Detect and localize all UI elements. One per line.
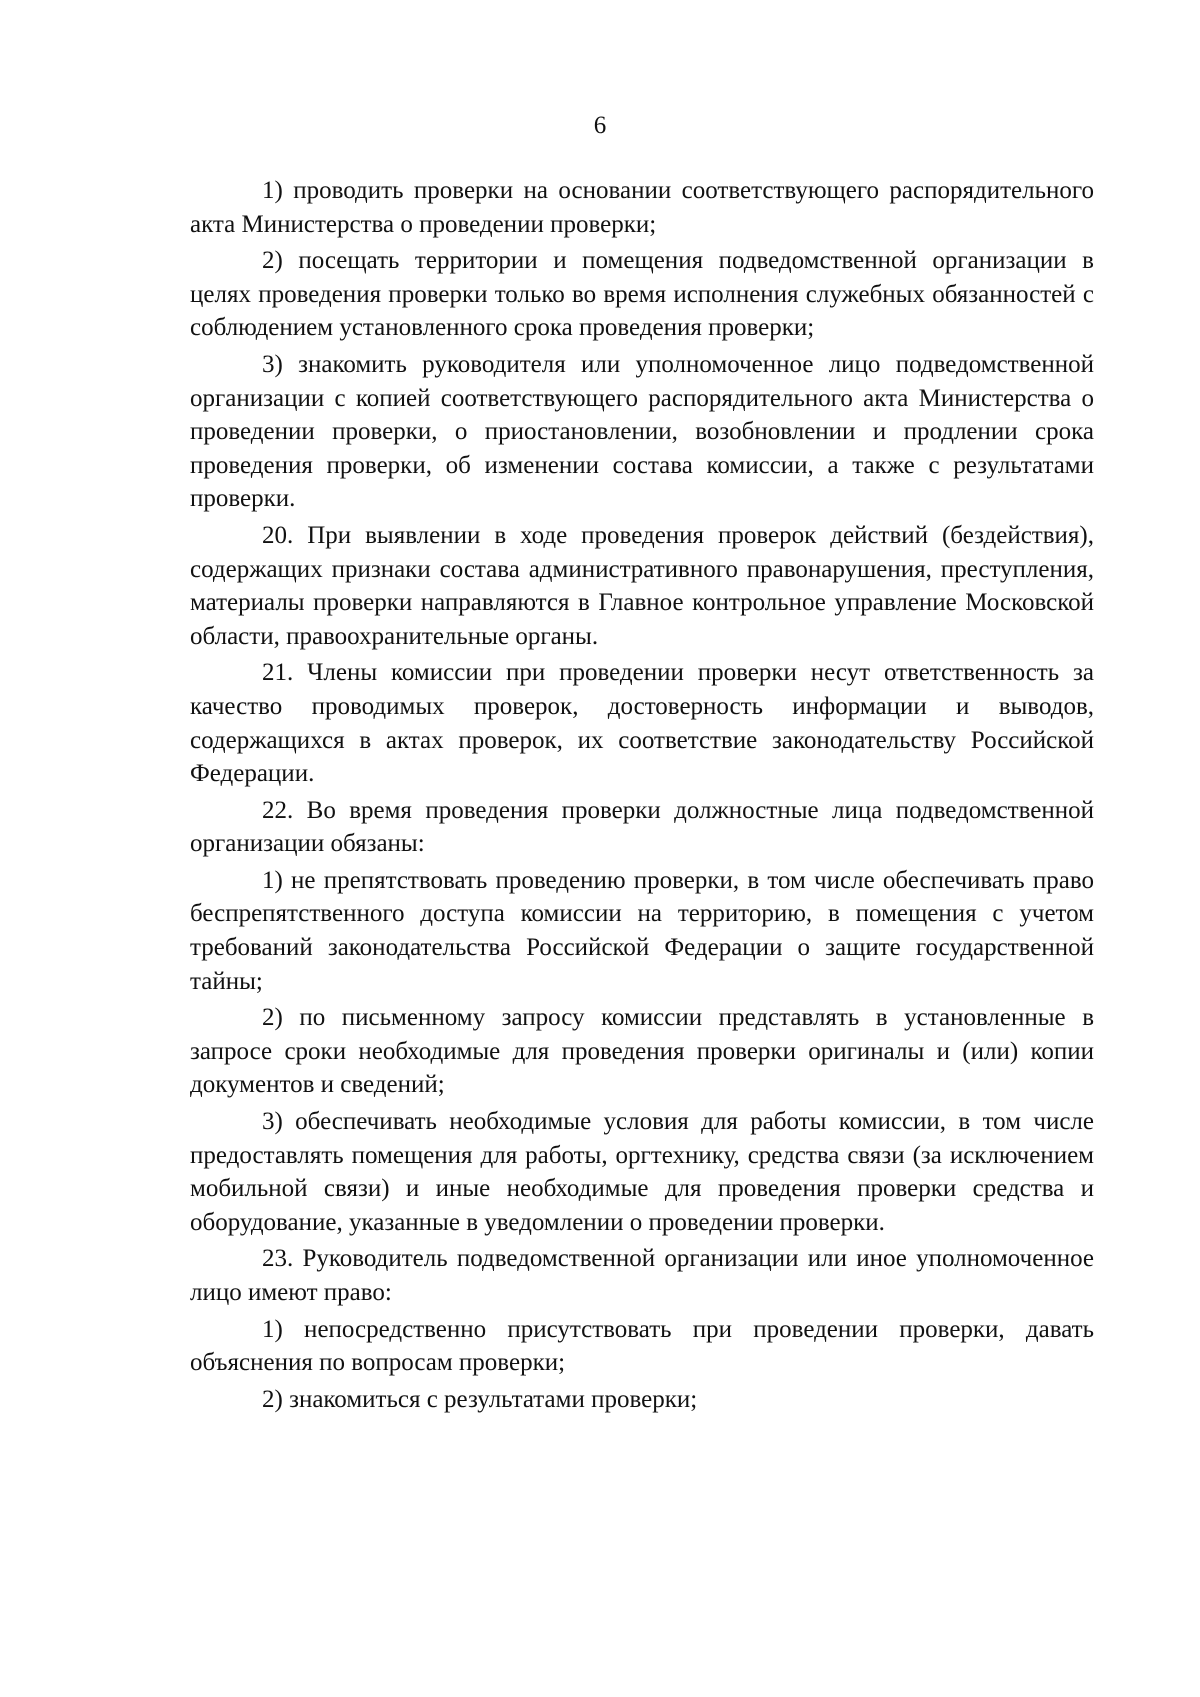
paragraph-3: 3) знакомить руководителя или уполномоченное лицо подведомственной организации с копией соответствующего распорядительного акта Министерства о проведении проверки, о приостановлении, возобновлении и продлении срока проведения проверки, об изменении состава комиссии, а также с результатами проверки. [190, 350, 1094, 513]
paragraph-2: 2) посещать территории и помещения подведомственной организации в целях проведения проверки только во время исполнения служебных обязанностей с соблюдением установленного срока проведения проверки; [190, 247, 1094, 342]
paragraph-20: 20. При выявлении в ходе проведения проверок действий (бездействия), содержащих признаки состава административного правонарушения, преступления, материалы проверки направляются в Главное контрольное управление Московской области, правоохранительные органы. [190, 521, 1094, 650]
paragraph-22-2: 2) по письменному запросу комиссии представлять в установленные в запросе сроки необходимые для проведения проверки оригиналы и (или) копии документов и сведений; [190, 1004, 1094, 1099]
paragraph-23: 23. Руководитель подведомственной организации или иное уполномоченное лицо имеют право: [190, 1245, 1094, 1306]
paragraph-21: 21. Члены комиссии при проведении проверки несут ответственность за качество проводимых проверок, достоверность информации и выводов, содержащихся в актах проверок, их соответствие законодательству Российской Федерации. [190, 659, 1094, 788]
page-number: 6 [593, 112, 607, 139]
paragraph-1: 1) проводить проверки на основании соответствующего распорядительного акта Министерства о проведении проверки; [190, 177, 1094, 238]
paragraph-22-3: 3) обеспечивать необходимые условия для работы комиссии, в том числе предоставлять помещения для работы, оргтехнику, средства связи (за исключением мобильной связи) и иные необходимые для проведения проверки средства и оборудование, указанные в уведомлении о проведении проверки. [190, 1108, 1094, 1236]
paragraph-23-1: 1) непосредственно присутствовать при проведении проверки, давать объяснения по вопросам проверки; [190, 1315, 1094, 1377]
document-body [190, 174, 1094, 1419]
paragraph-23-2: 2) знакомиться с результатами проверки; [262, 1385, 698, 1413]
paragraph-22-1: 1) не препятствовать проведению проверки, в том числе обеспечивать право беспрепятственного доступа комиссии на территорию, в помещения с учетом требований законодательства Российской Федерации о защите государственной тайны; [190, 866, 1094, 995]
paragraph-22: 22. Во время проведения проверки должностные лица подведомственной организации обязаны: [190, 796, 1094, 858]
